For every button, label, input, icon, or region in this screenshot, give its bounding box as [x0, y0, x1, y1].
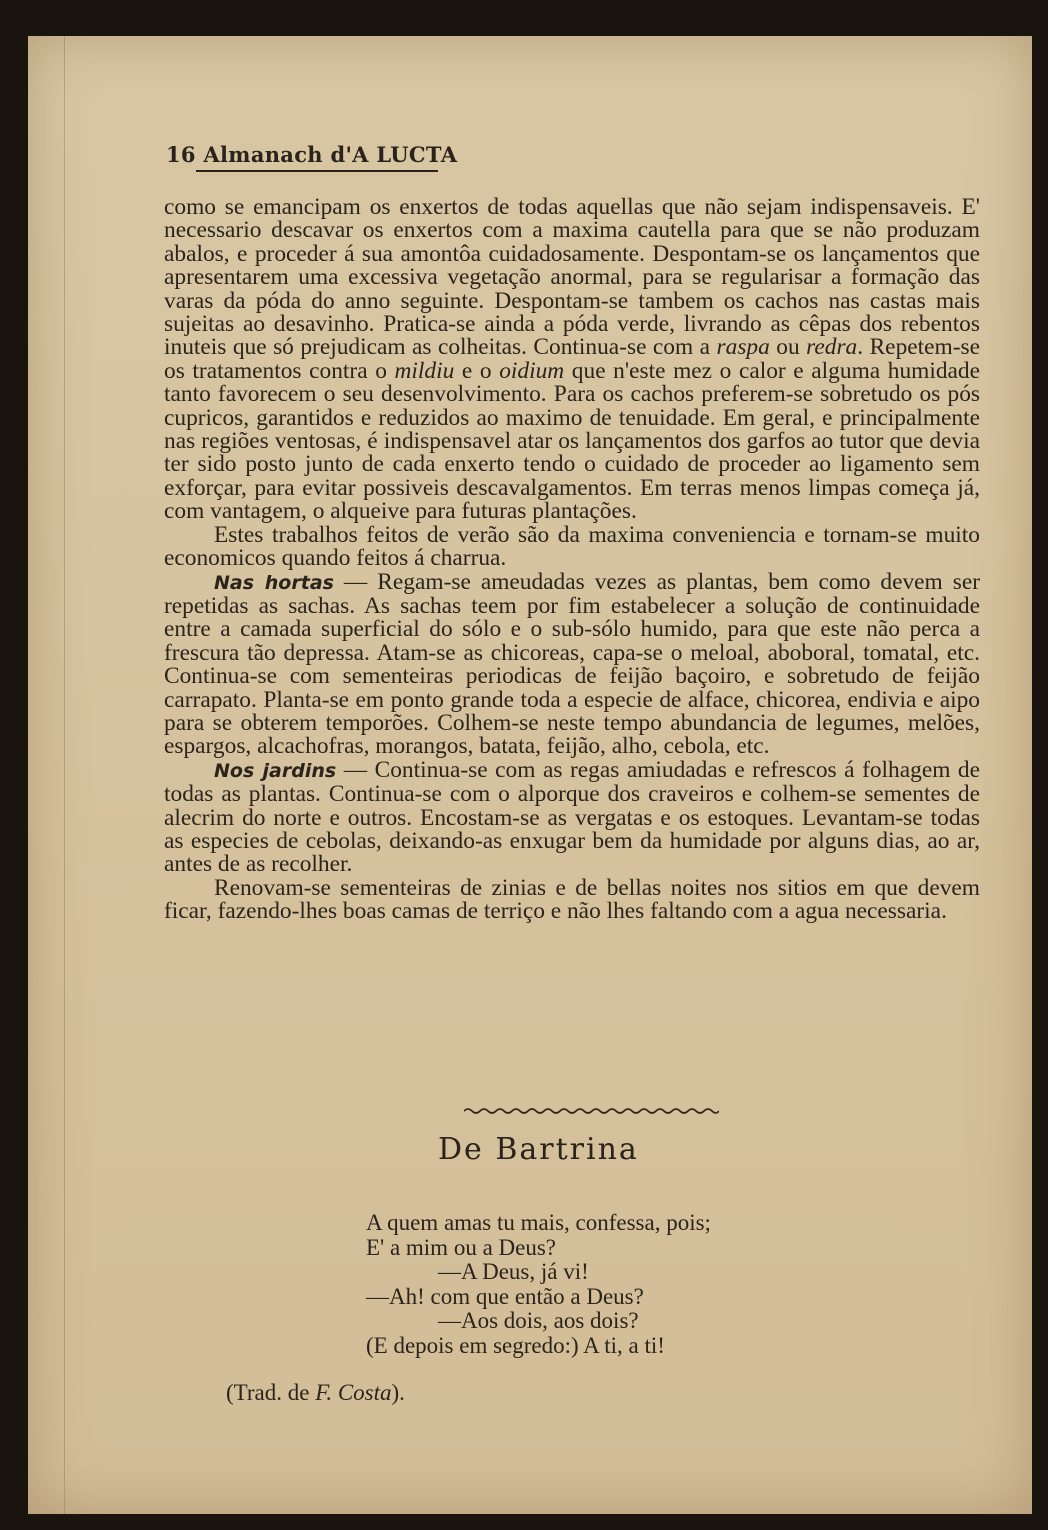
- paragraph-verao: Estes trabalhos feitos de verão são da maxima conveniencia e tornam-se muito economicos quando feitos á charrua.: [164, 521, 980, 572]
- poem-line: —Aos dois, aos dois?: [438, 1308, 639, 1333]
- paragraph-vinha: como se emancipam os enxertos de todas aquellas que não sejam indispensaveis. E' necessario descavar os enxertos com a maxima cautella para que se não produzam abalos, e proceder á sua amontôa cuidadosamente. Despontam-se os lançamentos que apresentarem uma excessiva vegetação anormal, para se regularisar a formação das varas da póda do anno seguinte. Despontam-se tambem os cachos nas castas mais sujeitas ao desavinho. Pratica-se ainda a póda verde, livrando as cêpas dos rebentos inuteis que só prejudicam as colheitas. Continua-se com a raspa ou redra. Repetem-se os tratamentos contra o mildiu e o oidium que n'este mez o calor e alguma humidade tanto favorecem o seu desenvolvimento. Para os cachos preferem-se sobretudo os pós cupricos, garantidos e reduzidos ao maximo de tenuidade. Em geral, e principalmente nas regiões ventosas, é indispensavel atar os lançamentos dos garfos ao tutor que devia ter sido posto junto de cada enxerto tendo o cuidado de proceder ao ligamento sem exforçar, para evitar possiveis descavalgamentos. Em terras menos limpas começa já, com vantagem, o alqueive para futuras plantações.: [164, 194, 980, 525]
- running-head: 16 Almanach d'A LUCTA: [166, 142, 458, 167]
- paragraph-hortas: Nas hortas — Regam-se ameudadas vezes as plantas, bem como devem ser repetidas as sachas. As sachas teem por fim estabelecer a solução de continuidade entre a camada superficial do sólo e o sub-sólo humido, para que este não perca a frescura tão depressa. Atam-se as chicoreas, capa-se o meloal, aboboral, tomatal, etc. Continua-se com sementeiras periodicas de feijão baçoiro, e sobretudo de feijão carrapato. Planta-se em ponto grande toda a especie de alface, chicorea, endivia e aipo para se obterem temporões. Colhem-se neste tempo abundancia de legumes, melões, espargos, alcachofras, morangos, batata, feijão, alho, cebola, etc.: [164, 568, 980, 760]
- term-oidium: oidium: [499, 357, 565, 384]
- poem-title: De Bartrina: [438, 1132, 639, 1167]
- translation-credit: (Trad. de F. Costa).: [226, 1380, 405, 1405]
- poem-line: —Ah! com que então a Deus?: [366, 1283, 644, 1309]
- paragraph-sementeiras: Renovam-se sementeiras de zinias e de bellas noites nos sitios em que devem ficar, fazendo-lhes boas camas de terriço e não lhes faltando com a agua necessaria.: [164, 874, 980, 925]
- term-raspa: raspa: [716, 334, 770, 361]
- term-mildiu: mildiu: [394, 357, 455, 384]
- paragraph-jardins: Nos jardins — Continua-se com as regas amiudadas e refrescos á folhagem de todas as plantas. Continua-se com o alporque dos craveiros e colhem-se sementes de alecrim do norte e outros. Encostam-se as vergatas e os estoques. Levantam-se todas as especies de cebolas, deixando-as enxugar bem da humidade por alguns dias, ao ar, antes de as recolher.: [164, 756, 980, 878]
- heading-jardins: Nos jardins: [214, 759, 337, 782]
- heading-hortas: Nas hortas: [214, 571, 334, 594]
- almanac-page: [28, 36, 1032, 1514]
- poem-line: A quem amas tu mais, confessa, pois;: [366, 1210, 711, 1235]
- poem-line: —A Deus, já vi!: [438, 1259, 589, 1284]
- poem: [366, 1211, 711, 1358]
- translator-name: F. Costa: [315, 1380, 392, 1405]
- header-rule: [196, 170, 438, 172]
- wavy-ornament-divider: [464, 1106, 719, 1116]
- term-redra: redra: [806, 334, 858, 361]
- poem-line: E' a mim ou a Deus?: [366, 1234, 557, 1260]
- article-body: [164, 196, 980, 924]
- poem-line: (E depois em segredo:) A ti, a ti!: [366, 1332, 665, 1358]
